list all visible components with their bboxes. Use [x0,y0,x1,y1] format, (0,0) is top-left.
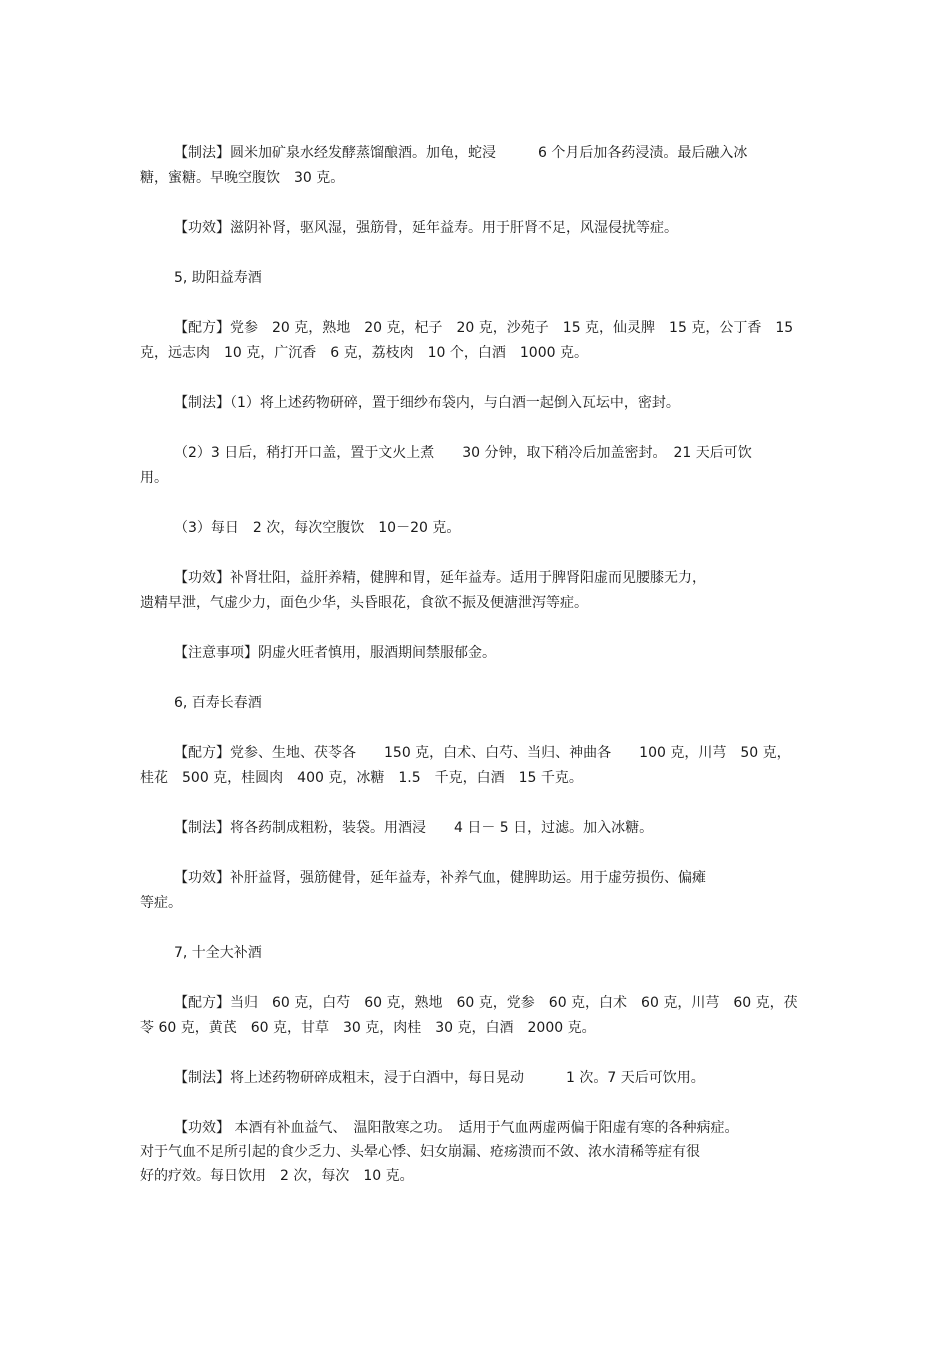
paragraph-line: 好的疗效。每日饮用 2 次，每次 10 克。 [140,1168,414,1184]
section-heading: 5, 助阳益寿酒 [174,270,262,286]
paragraph-line: 【制法】（1）将上述药物研碎，置于细纱布袋内，与白酒一起倒入瓦坛中，密封。 [174,395,680,411]
paragraph-line: （2）3 日后，稍打开口盖，置于文火上煮 30 分钟，取下稍冷后加盖密封。 21 天后可饮 [174,445,752,461]
paragraph-line: 【制法】圆米加矿泉水经发酵蒸馏酿酒。加龟，蛇浸 6 个月后加各药浸渍。最后融入冰 [174,145,748,161]
paragraph-line: 【注意事项】阴虚火旺者慎用，服酒期间禁服郁金。 [174,645,496,661]
paragraph-line: 对于气血不足所引起的食少乏力、头晕心悸、妇女崩漏、疮疡溃而不敛、浓水清稀等症有很 [140,1144,700,1160]
paragraph-line: （3）每日 2 次，每次空腹饮 10－20 克。 [174,520,461,536]
paragraph-line: 等症。 [140,895,182,911]
section-heading: 7, 十全大补酒 [174,945,262,961]
paragraph-line: 【功效】补肾壮阳，益肝养精，健脾和胃，延年益寿。适用于脾肾阳虚而见腰膝无力， [174,570,706,586]
section-heading: 6, 百寿长春酒 [174,695,262,711]
paragraph-line: 桂花 500 克，桂圆肉 400 克，冰糖 1.5 千克，白酒 15 千克。 [140,770,583,786]
paragraph-line: 【配方】党参、生地、茯苓各 150 克，白术、白芍、当归、神曲各 100 克，川芎 50 克， [174,745,791,761]
paragraph-line: 用。 [140,470,168,486]
paragraph-line: 【功效】 本酒有补血益气、 温阳散寒之功。 适用于气血两虚两偏于阳虚有寒的各种病症。 [174,1120,739,1136]
paragraph-line: 【制法】将上述药物研碎成粗末，浸于白酒中，每日晃动 1 次。7 天后可饮用。 [174,1070,705,1086]
paragraph-line: 【功效】补肝益肾，强筋健骨，延年益寿，补养气血，健脾助运。用于虚劳损伤、偏瘫 [174,870,706,886]
paragraph-line: 【配方】党参 20 克，熟地 20 克，杞子 20 克，沙苑子 15 克，仙灵脾 15 克，公丁香 15 [174,320,794,336]
paragraph-line: 糖，蜜糖。早晚空腹饮 30 克。 [140,170,345,186]
paragraph-line: 【功效】滋阴补肾，驱风湿，强筋骨，延年益寿。用于肝肾不足，风湿侵扰等症。 [174,220,678,236]
paragraph-line: 遗精早泄，气虚少力，面色少华，头昏眼花，食欲不振及便溏泄泻等症。 [140,595,588,611]
paragraph-line: 【制法】将各药制成粗粉，装袋。用酒浸 4 日－ 5 日，过滤。加入冰糖。 [174,820,654,836]
paragraph-line: 克，远志肉 10 克，广沉香 6 克，荔枝肉 10 个，白酒 1000 克。 [140,345,588,361]
paragraph-line: 苓 60 克，黄芪 60 克，甘草 30 克，肉桂 30 克，白酒 2000 克。 [140,1020,596,1036]
paragraph-line: 【配方】当归 60 克，白芍 60 克，熟地 60 克，党参 60 克，白术 60 克，川芎 60 克，茯 [174,995,798,1011]
